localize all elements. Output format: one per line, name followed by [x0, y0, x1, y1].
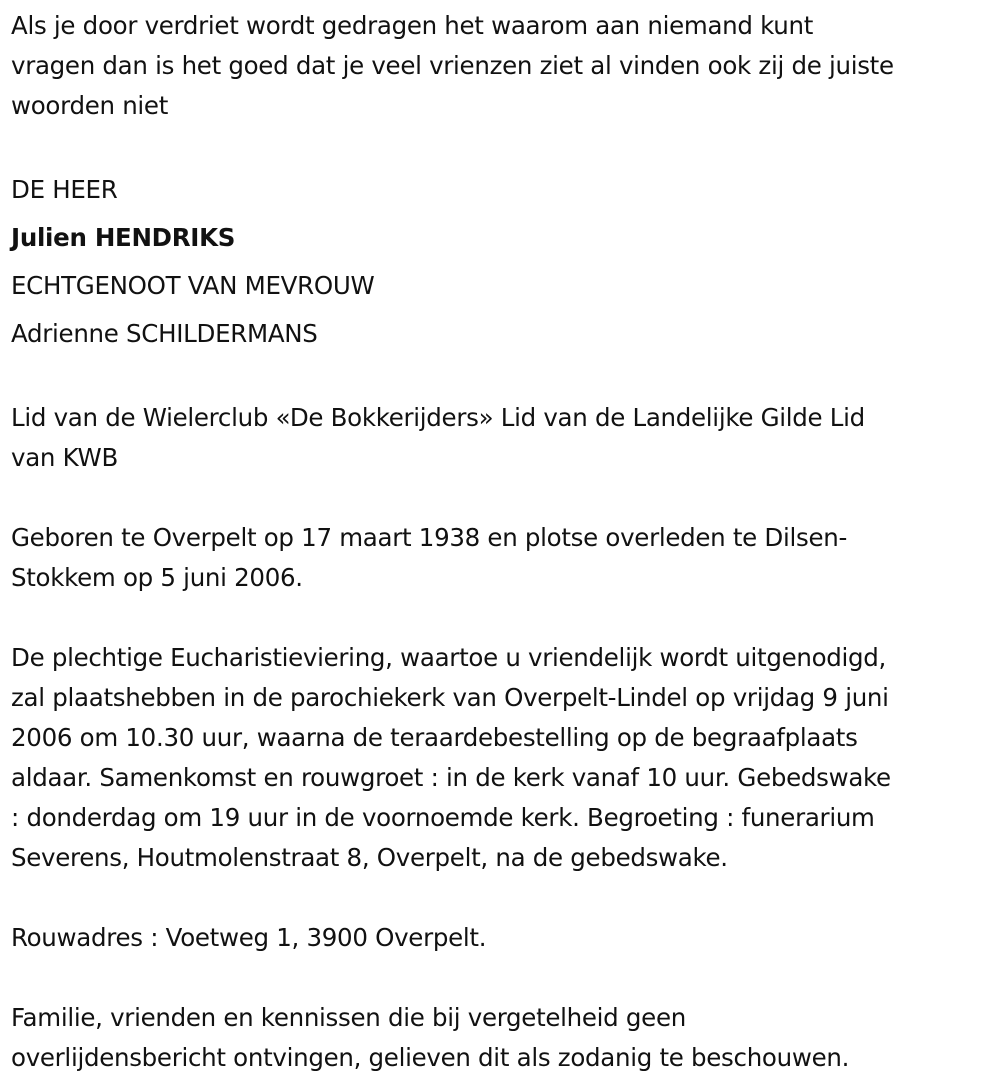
- deceased-name: Julien HENDRIKS: [11, 223, 236, 252]
- relation-line: ECHTGENOOT VAN MEVROUW: [11, 271, 375, 300]
- spacer: [11, 126, 993, 166]
- spacer: [11, 478, 993, 518]
- memberships-text: Lid van de Wielerclub «De Bokkerijders» Lid van de Landelijke Gilde Lid van KWB: [11, 403, 865, 472]
- birth-death-text: Geboren te Overpelt op 17 maart 1938 en plotse overleden te Dilsen- Stokkem op 5 juni 2006.: [11, 523, 848, 592]
- spacer: [11, 878, 993, 918]
- spacer: [11, 598, 993, 638]
- spouse-name: Adrienne SCHILDERMANS: [11, 319, 318, 348]
- spacer: [11, 358, 993, 398]
- honorific-title: DE HEER: [11, 175, 118, 204]
- ceremony-text: De plechtige Eucharistieviering, waartoe u vriendelijk wordt uitgenodigd, zal plaatshebben in de parochiekerk van Overpelt-Lindel op vrijdag 9 juni 2006 om 10.30 uur, waarna de teraardebestelling op de begraafplaats aldaar. Samenkomst en rouwgroet : in de kerk vanaf 10 uur. Gebedswake : donderdag om 19 uur in de voornoemde kerk. Begroeting : funerarium Severens, Houtmolenstraat 8, Overpelt, na de gebedswake.: [11, 643, 891, 872]
- closing-text: Familie, vrienden en kennissen die bij vergetelheid geen overlijdensbericht ontvingen, gelieven dit als zodanig te beschouwen.: [11, 1003, 850, 1072]
- name-section: [11, 166, 993, 358]
- mourning-address: Rouwadres : Voetweg 1, 3900 Overpelt.: [11, 923, 487, 952]
- obituary-notice: [11, 6, 993, 1078]
- spacer: [11, 958, 993, 998]
- poem-text: Als je door verdriet wordt gedragen het waarom aan niemand kunt vragen dan is het goed dat je veel vrienzen ziet al vinden ook zij de juiste woorden niet: [11, 11, 894, 120]
